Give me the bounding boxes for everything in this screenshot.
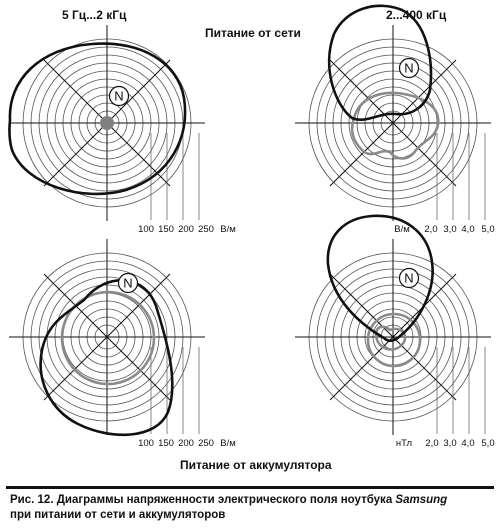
scale-label-top_left: 250	[198, 224, 214, 235]
caption-brand: Samsung	[395, 494, 448, 506]
caption-line-1	[10, 493, 490, 508]
scale-label-bottom_left: 100	[138, 438, 154, 449]
scale-label-bottom_right: нТл	[395, 438, 413, 449]
header-battery: Питание от аккумулятора	[180, 458, 332, 472]
n-marker-label: N	[404, 270, 414, 286]
scale-label-bottom_right: 4,0	[461, 438, 475, 449]
polar-grids	[9, 25, 491, 435]
scale-label-bottom_right: 2,0	[425, 438, 439, 449]
center-dot-icon	[100, 116, 114, 130]
header-top-left: 5 Гц...2 кГц	[62, 8, 127, 22]
scale-label-top_right: 4,0	[461, 224, 475, 235]
scale-label-bottom_right: 5,0	[481, 438, 495, 449]
polar-grid-top_right	[295, 25, 491, 221]
scale-label-top_right: 2,0	[424, 224, 438, 235]
scale-label-top_left: 200	[178, 224, 194, 235]
scale-label-top_right: 5,0	[481, 224, 495, 235]
scale-label-top_left: 100	[138, 224, 154, 235]
scale-label-top_right: 3,0	[443, 224, 457, 235]
header-top-right: 2...400 кГц	[386, 8, 447, 22]
n-marker-label: N	[123, 275, 133, 291]
caption-line-2: при питании от сети и аккумуляторов	[10, 509, 226, 521]
scale-label-bottom_left: 200	[178, 438, 194, 449]
scale-label-top_right: В/м	[394, 224, 410, 235]
scale-label-top_left: 150	[158, 224, 174, 235]
figure-caption	[6, 486, 494, 526]
field-pattern-curves	[9, 6, 438, 435]
scale-label-top_left: В/м	[220, 224, 236, 235]
polar-grid-bottom_left	[9, 239, 205, 435]
scale-label-bottom_left: 150	[158, 438, 174, 449]
caption-prefix: Рис. 12. Диаграммы напряженности электрического поля ноутбука	[10, 494, 396, 506]
header-mains: Питание от сети	[205, 26, 301, 40]
n-marker-label: N	[404, 60, 414, 76]
n-marker-label: N	[114, 88, 124, 104]
scale-label-bottom_right: 3,0	[443, 438, 457, 449]
scale-label-bottom_left: В/м	[220, 438, 236, 449]
curve-bottom-right-gray-inner	[376, 327, 405, 350]
polar-grid-bottom_right	[295, 239, 491, 435]
scale-label-bottom_left: 250	[198, 438, 214, 449]
curve-bottom-left-black	[41, 280, 173, 435]
